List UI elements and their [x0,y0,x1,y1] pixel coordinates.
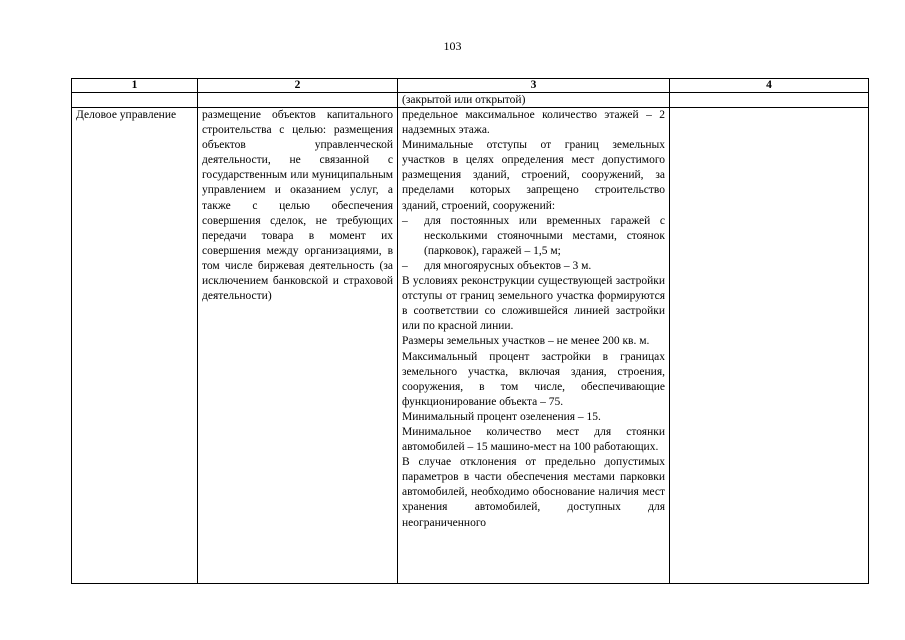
continuation-cell-2 [198,93,398,108]
dash-bullet: – [402,259,408,272]
dash-bullet: – [402,214,408,227]
multilevel-setback-item [402,259,665,274]
table-header-row [72,79,869,93]
parameters-cell [398,108,670,584]
column-header-4: 4 [670,79,869,93]
regulations-table [71,78,869,584]
max-floors-text: предельное максимальное количество этажей – 2 надземных этажа. [402,109,665,137]
min-setbacks-text: Минимальные отступы от границ земельных участков в целях определения мест допустимого размещения зданий, строений, сооружений, за пределами которых запрещено строительство зданий, строений, сооружений: [402,139,665,212]
garage-setback-text: для постоянных или временных гаражей с несколькими стояночными местами, стоянок (парковок), гаражей – 1,5 м; [424,214,665,257]
continuation-row [72,93,869,108]
page-number: 103 [443,39,462,53]
max-coverage-text: Максимальный процент застройки в границах земельного участка, включая здания, строения, сооружения, в том числе, обеспечивающие функционирование объекта – 75. [402,350,665,408]
continuation-cell-3: (закрытой или открытой) [398,93,670,108]
continuation-cell-4 [670,93,869,108]
column-header-3: 3 [398,79,670,93]
min-greening-text: Минимальный процент озеленения – 15. [402,410,601,423]
reconstruction-text: В условиях реконструкции существующей застройки отступы от границ земельного участка формируются в соответствии со сложившейся линией застройки или по красной линии. [402,275,665,333]
plot-size-text: Размеры земельных участков – не менее 200 кв. м. [402,335,650,348]
notes-cell [670,108,869,584]
parking-deviation-text: В случае отклонения от предельно допустимых параметров в части обеспечения местами парковки автомобилей, необходимо обоснование наличия мест хранения автомобилей, доступных для неограниченного [402,456,665,529]
multilevel-setback-text: для многоярусных объектов – 3 м. [424,259,592,272]
column-header-2: 2 [198,79,398,93]
min-parking-text: Минимальное количество мест для стоянки автомобилей – 15 машино-мест на 100 работающих. [402,425,665,454]
continuation-cell-1 [72,93,198,108]
table-row [72,108,869,584]
land-use-type-cell: Деловое управление [72,108,198,584]
column-header-1: 1 [72,79,198,93]
garage-setback-item [402,214,665,259]
land-use-description-cell: размещение объектов капитального строительства с целью: размещения объектов управленческой деятельности, не связанной с государственным или муниципальным управлением и оказанием услуг, а также с целью обеспечения совершения сделок, не требующих передачи товара в момент их совершения между организациями, в том числе биржевая деятельность (за исключением банковской и страховой деятельности) [198,108,398,584]
